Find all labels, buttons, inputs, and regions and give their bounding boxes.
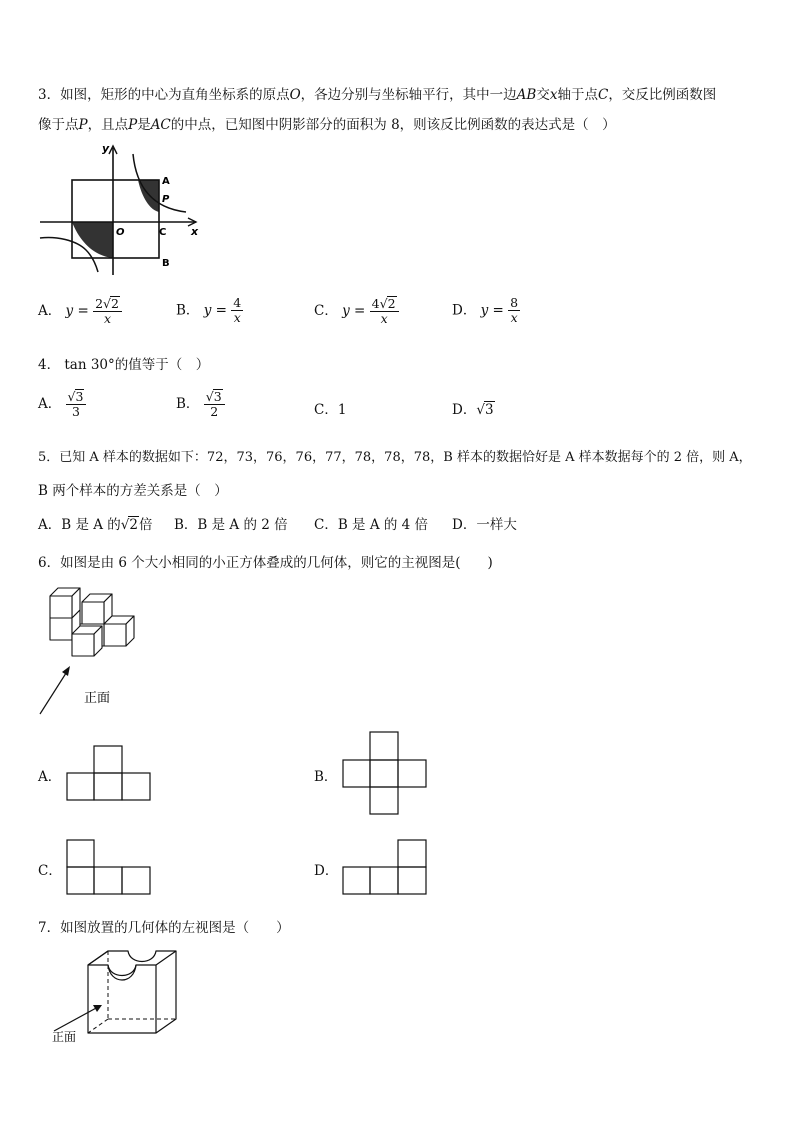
q6-front-label: 正面 bbox=[84, 691, 111, 706]
q3-label-x: x bbox=[191, 225, 199, 238]
q3-label-B: B bbox=[162, 258, 170, 269]
q5-option-a[interactable]: A．B 是 A 的√2倍 bbox=[38, 517, 153, 533]
q4-option-b[interactable]: B． $\frac{√3}{2}$ bbox=[176, 389, 225, 420]
q3-label-O: O bbox=[116, 227, 125, 238]
q6-option-d-label[interactable]: D． bbox=[314, 863, 339, 879]
q6-option-a-figure[interactable] bbox=[66, 744, 152, 802]
q5-option-b[interactable]: B．B 是 A 的 2 倍 bbox=[174, 517, 288, 533]
q6-option-c-label[interactable]: C． bbox=[38, 863, 62, 879]
q5-stem-line1: 5．已知 A 样本的数据如下：72，73，76，76，77，78，78，78，B 样本的数据恰好是 A 样本数据每个的 2 倍，则 A， bbox=[38, 450, 752, 465]
q6-option-a-label[interactable]: A． bbox=[38, 769, 62, 785]
q5-option-c[interactable]: C．B 是 A 的 4 倍 bbox=[314, 517, 429, 533]
q3-option-d[interactable]: D． y = $\frac{8}{x}$ bbox=[452, 295, 519, 326]
q5-option-d[interactable]: D．一样大 bbox=[452, 517, 517, 533]
q4-stem: 4． tan 30°的值等于（ ） bbox=[38, 357, 210, 373]
q3-label-C: C bbox=[159, 227, 167, 238]
q3-option-a[interactable]: A． y = $\frac{2√2}{x}$ bbox=[38, 296, 122, 327]
q6-stem: 6．如图是由 6 个大小相同的小正方体叠成的几何体，则它的主视图是( ) bbox=[38, 555, 493, 571]
q3-label-P: P bbox=[162, 194, 170, 205]
q3-label-A: A bbox=[162, 176, 170, 187]
q3-stem-line2: 像于点P，且点P是AC的中点，已知图中阴影部分的面积为 8，则该反比例函数的表达式是（ ） bbox=[38, 117, 616, 133]
q6-option-d-figure[interactable] bbox=[342, 838, 428, 896]
q5-stem-line2: B 两个样本的方差关系是（ ） bbox=[38, 483, 228, 499]
q7-front-label: 正面 bbox=[52, 1030, 77, 1044]
q3-stem-line1: 3．如图，矩形的中心为直角坐标系的原点O，各边分别与坐标轴平行，其中一边AB交x轴于点C，交反比例函数图 bbox=[38, 87, 717, 103]
q6-option-b-label[interactable]: B． bbox=[314, 769, 338, 785]
q7-solid-figure bbox=[50, 945, 190, 1045]
q4-option-a[interactable]: A． $\frac{√3}{3}$ bbox=[38, 389, 86, 420]
q6-option-b-figure[interactable] bbox=[342, 730, 428, 816]
q3-label-y: y bbox=[102, 142, 110, 155]
q3-shade-bottom-left bbox=[72, 222, 113, 258]
q7-stem: 7．如图放置的几何体的左视图是（ ） bbox=[38, 920, 290, 936]
q6-cube-figure bbox=[38, 582, 158, 720]
q3-option-c[interactable]: C． y = $\frac{4√2}{x}$ bbox=[314, 296, 399, 327]
q3-figure bbox=[36, 140, 211, 275]
q4-option-d[interactable]: D．√3 bbox=[452, 402, 494, 418]
q3-option-b[interactable]: B． y = $\frac{4}{x}$ bbox=[176, 295, 242, 326]
q4-option-c[interactable]: C．1 bbox=[314, 402, 347, 418]
q6-option-c-figure[interactable] bbox=[66, 838, 152, 896]
